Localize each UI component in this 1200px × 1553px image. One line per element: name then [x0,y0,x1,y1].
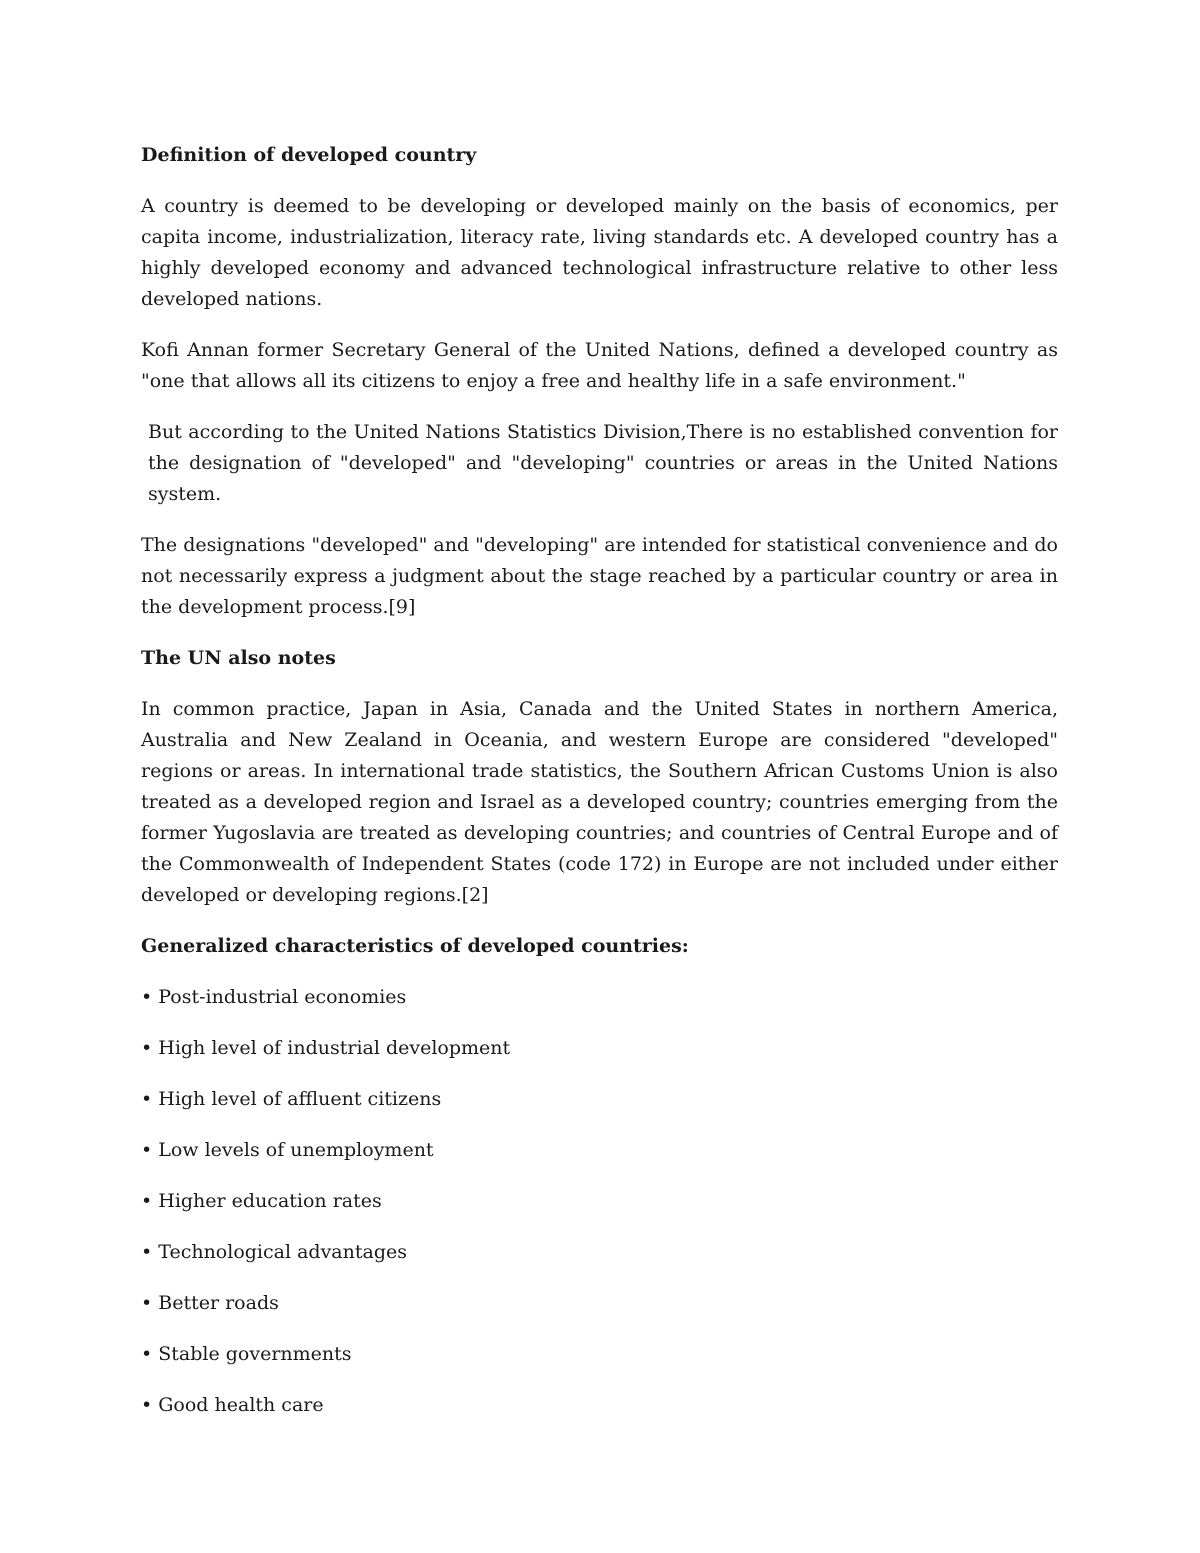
list-item: • Stable governments [141,1343,352,1365]
document-page [141,140,1058,1441]
list-item: • High level of affluent citizens [141,1088,442,1110]
list-item: • Better roads [141,1292,279,1314]
heading-definition: Definition of developed country [141,144,477,166]
heading-un-notes: The UN also notes [141,647,336,669]
characteristics-list [141,982,1058,1421]
list-item: • Post-industrial economies [141,986,407,1008]
heading-characteristics: Generalized characteristics of developed countries: [141,935,689,957]
paragraph-un-statistics: But according to the United Nations Statistics Division,There is no established convention for the designation of "developed" and "developing" countries or areas in the United Nations system. [148,421,1058,505]
paragraph-designations: The designations "developed" and "developing" are intended for statistical convenience and do not necessarily express a judgment about the stage reached by a particular country or area in the development process.[9] [141,534,1058,618]
list-item: • Technological advantages [141,1241,407,1263]
list-item: • Higher education rates [141,1190,382,1212]
paragraph-definition: A country is deemed to be developing or developed mainly on the basis of economics, per capita income, industrialization, literacy rate, living standards etc. A developed country has a highly developed economy and advanced technological infrastructure relative to other less developed nations. [141,195,1058,310]
list-item: • Good health care [141,1394,324,1416]
paragraph-common-practice: In common practice, Japan in Asia, Canada and the United States in northern America, Australia and New Zealand in Oceania, and western Europe are considered "developed" regions or areas. In international trade statistics, the Southern African Customs Union is also treated as a developed region and Israel as a developed country; countries emerging from the former Yugoslavia are treated as developing countries; and countries of Central Europe and of the Commonwealth of Independent States (code 172) in Europe are not included under either developed or developing regions.[2] [141,698,1058,906]
list-item: • Low levels of unemployment [141,1139,434,1161]
paragraph-kofi-annan: Kofi Annan former Secretary General of the United Nations, defined a developed country as "one that allows all its citizens to enjoy a free and healthy life in a safe environment." [141,339,1058,392]
list-item: • High level of industrial development [141,1037,511,1059]
